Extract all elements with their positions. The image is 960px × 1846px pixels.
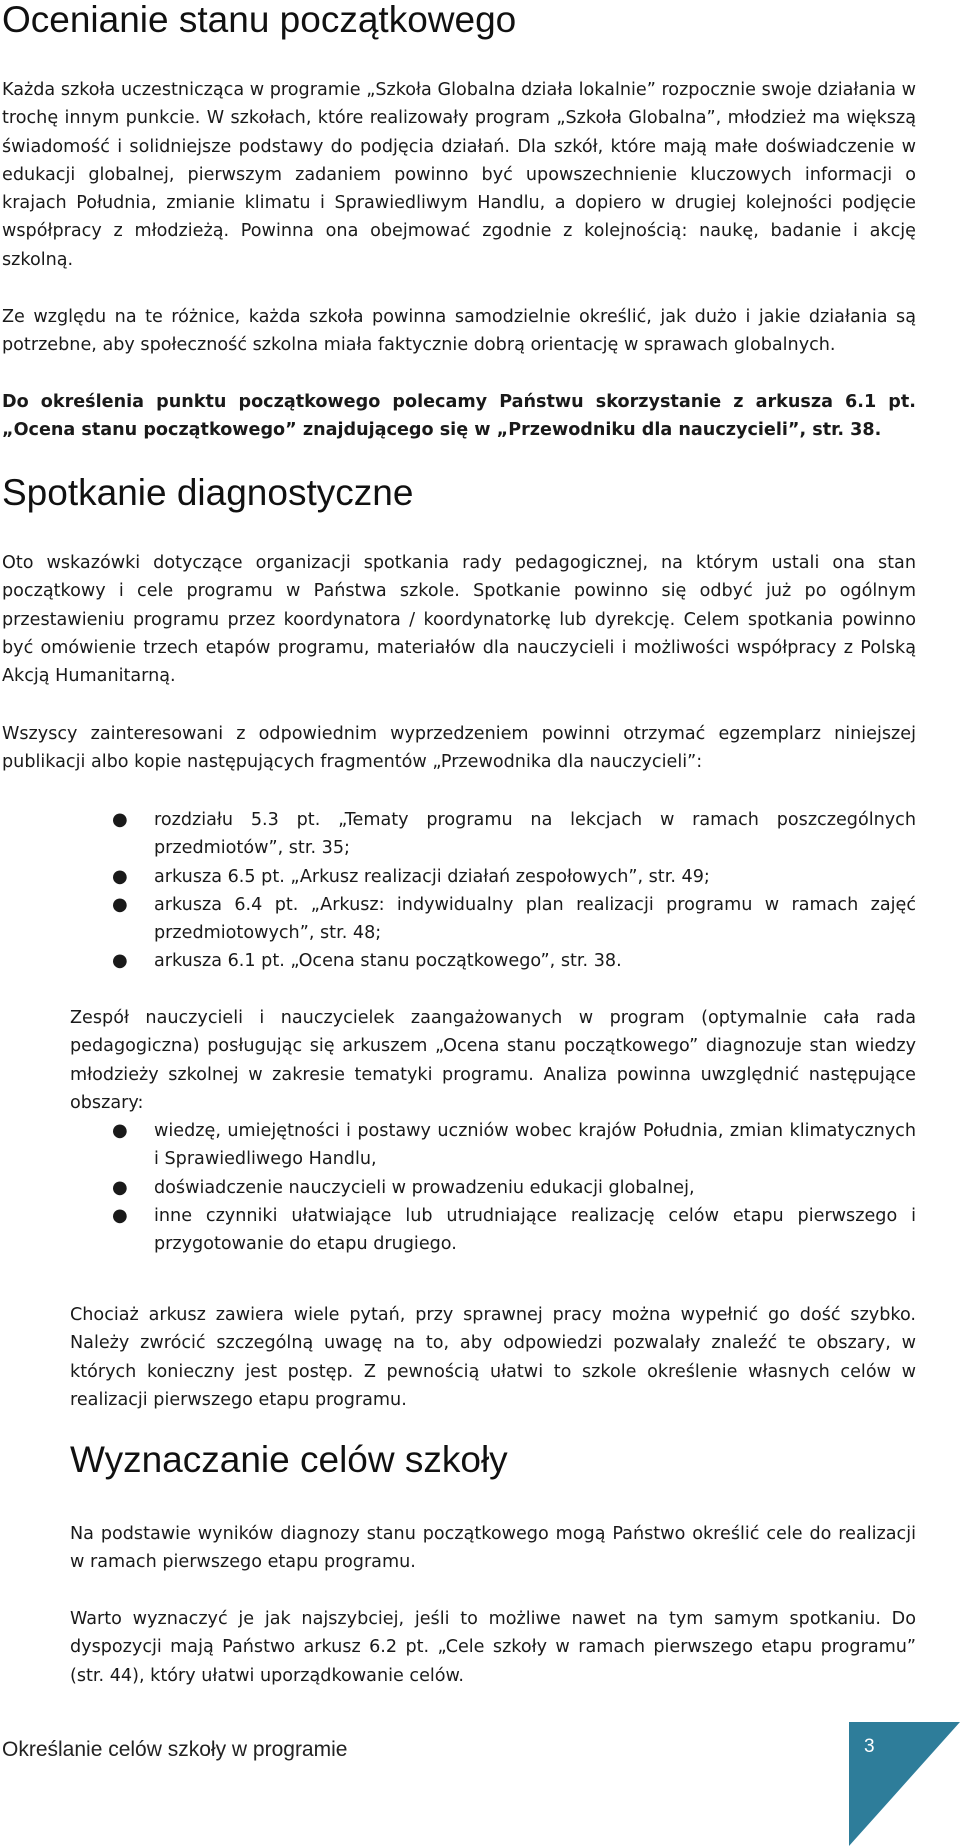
paragraph-materials: Wszyscy zainteresowani z odpowiednim wyprzedzeniem powinni otrzymać egzemplarz niniejszej publikacji albo kopie następujących fragmentów „Przewodnika dla nauczycieli”: bbox=[2, 724, 916, 773]
bullet-icon: ● bbox=[112, 1204, 128, 1226]
list-item: ● arkusza 6.4 pt. „Arkusz: indywidualny plan realizacji programu w ramach zajęć przedmiotowych”, str. 48; bbox=[70, 891, 916, 948]
page-number: 3 bbox=[864, 1736, 875, 1757]
list-item: ● arkusza 6.1 pt. „Ocena stanu początkowego”, str. 38. bbox=[70, 947, 916, 975]
bullet-icon: ● bbox=[112, 893, 128, 915]
bullet-icon: ● bbox=[112, 950, 128, 972]
list-item: ● inne czynniki ułatwiające lub utrudniające realizację celów etapu pierwszego i przygotowanie do etapu drugiego. bbox=[70, 1202, 916, 1259]
paragraph-team: Zespół nauczycieli i nauczycielek zaangażowanych w program (optymalnie cała rada pedagogiczna) posługując się arkuszem „Ocena stanu początkowego” diagnozuje stan wiedzy młodzieży szkolnej w zakresie tematyki programu. Analiza powinna uwzględnić następujące obszary: bbox=[70, 1008, 916, 1113]
paragraph-meeting: Oto wskazówki dotyczące organizacji spotkania rady pedagogicznej, na którym ustali ona stan początkowy i cele programu w Państwa szkole. Spotkanie powinno się odbyć już po ogólnym przestawieniu programu przez koordynatora / koordynatorkę lub dyrekcję. Celem spotkania powinno być omówienie trzech etapów programu, materiałów dla nauczycieli i możliwości współpracy z Polską Akcją Humanitarną. bbox=[2, 553, 916, 687]
paragraph-intro: Każda szkoła uczestnicząca w programie „Szkoła Globalna działa lokalnie” rozpocznie swoje działania w trochę innym punkcie. W szkołach, które realizowały program „Szkoła Globalna”, młodzież ma większą świadomość i solidniejsze podstawy do podjęcia działań. Dla szkół, które mają małe doświadczenie w edukacji globalnej, pierwszym zadaniem powinno być upowszechnienie kluczowych informacji o krajach Południa, zmianie klimatu i Sprawiedliwym Handlu, a dopiero w drugiej kolejności podjęcie współpracy z młodzieżą. Powinna ona obejmować zgodnie z kolejnością: naukę, badanie i akcję szkolną. bbox=[2, 80, 916, 270]
list-item: ● wiedzę, umiejętności i postawy uczniów wobec krajów Południa, zmian klimatycznych i Sprawiedliwego Handlu, bbox=[70, 1117, 916, 1174]
list-item: ● arkusza 6.5 pt. „Arkusz realizacji działań zespołowych”, str. 49; bbox=[70, 863, 916, 891]
bullet-icon: ● bbox=[112, 865, 128, 887]
heading-ocenianie: Ocenianie stanu początkowego bbox=[2, 0, 517, 40]
paragraph-differences: Ze względu na te różnice, każda szkoła powinna samodzielnie określić, jak dużo i jakie działania są potrzebne, aby społeczność szkolna miała faktycznie dobrą orientację w sprawach globalnych. bbox=[2, 307, 916, 356]
bullet-icon: ● bbox=[112, 1176, 128, 1198]
list-item: ● rozdziału 5.3 pt. „Tematy programu na lekcjach w ramach poszczególnych przedmiotów”, str. 35; bbox=[70, 806, 916, 863]
materials-list bbox=[70, 806, 916, 976]
list-item: ● doświadczenie nauczycieli w prowadzeniu edukacji globalnej, bbox=[70, 1174, 916, 1202]
paragraph-goals: Na podstawie wyników diagnozy stanu początkowego mogą Państwo określić cele do realizacji w ramach pierwszego etapu programu. bbox=[70, 1524, 916, 1573]
heading-wyznaczanie: Wyznaczanie celów szkoły bbox=[70, 1439, 508, 1480]
paragraph-define-soon: Warto wyznaczyć je jak najszybciej, jeśli to możliwe nawet na tym samym spotkaniu. Do dyspozycji mają Państwo arkusz 6.2 pt. „Cele szkoły w ramach pierwszego etapu programu” (str. 44), który ułatwi uporządkowanie celów. bbox=[70, 1609, 916, 1686]
analysis-areas-list bbox=[70, 1117, 916, 1258]
footer-title: Określanie celów szkoły w programie bbox=[2, 1738, 348, 1761]
heading-spotkanie: Spotkanie diagnostyczne bbox=[2, 472, 414, 513]
paragraph-recommendation: Do określenia punktu początkowego polecamy Państwu skorzystanie z arkusza 6.1 pt. „Ocena stanu początkowego” znajdującego się w „Przewodniku dla nauczycieli”, str. 38. bbox=[2, 392, 916, 441]
paragraph-worksheet: Chociaż arkusz zawiera wiele pytań, przy sprawnej pracy można wypełnić go dość szybko. Należy zwrócić szczególną uwagę na to, aby odpowiedzi pozwalały znaleźć te obszary, w których konieczny jest postęp. Z pewnością ułatwi to szkole określenie własnych celów w realizacji pierwszego etapu programu. bbox=[70, 1305, 916, 1410]
bullet-icon: ● bbox=[112, 809, 128, 830]
bullet-icon: ● bbox=[112, 1120, 128, 1141]
